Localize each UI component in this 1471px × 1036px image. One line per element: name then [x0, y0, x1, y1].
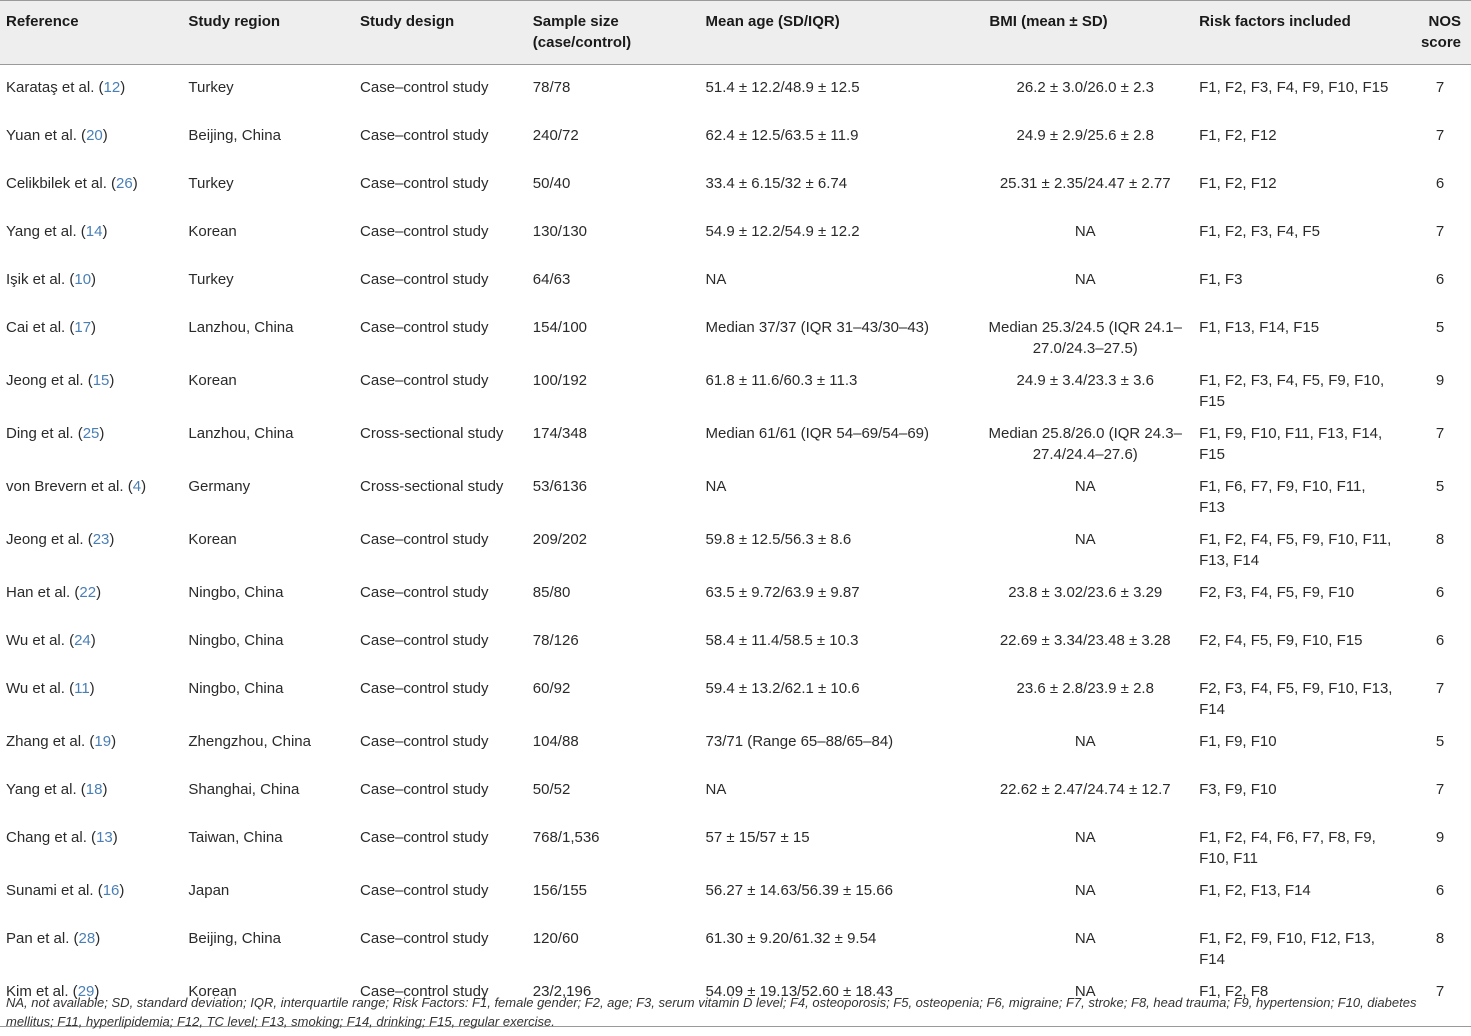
- cell-nos-score: 9: [1435, 372, 1445, 389]
- cell-bmi: 22.62 ± 2.47/24.74 ± 12.7: [999, 781, 1171, 798]
- cell-bmi: NA: [1074, 531, 1096, 548]
- cell-sample-size: 50/52: [532, 781, 571, 798]
- cell-risk-factors: F2, F3, F4, F5, F9, F10, F13, F14: [1199, 680, 1393, 718]
- cell-mean-age: 33.4 ± 6.15/32 ± 6.74: [705, 175, 848, 192]
- cell-nos-score: 7: [1435, 79, 1445, 96]
- cell-nos-score: 7: [1435, 425, 1445, 442]
- header-bmi: BMI (mean ± SD): [977, 1, 1193, 65]
- cell-risk-factors: F1, F2, F9, F10, F12, F13, F14: [1199, 930, 1375, 968]
- header-reference: Reference: [0, 1, 182, 65]
- reference-close-paren: ): [111, 733, 117, 750]
- cell-sample-size: 768/1,536: [532, 829, 600, 846]
- cell-mean-age: 61.8 ± 11.6/60.3 ± 11.3: [705, 372, 858, 389]
- reference-author: Zhang et al. (: [6, 733, 95, 750]
- reference-author: Jeong et al. (: [6, 531, 93, 548]
- cell-mean-age: 59.8 ± 12.5/56.3 ± 8.6: [705, 531, 852, 548]
- reference-citation-link[interactable]: 25: [82, 425, 100, 442]
- reference-close-paren: ): [95, 930, 101, 947]
- cell-bmi: 22.69 ± 3.34/23.48 ± 3.28: [999, 632, 1171, 649]
- cell-study-region: Ningbo, China: [188, 680, 284, 697]
- cell-sample-size: 64/63: [532, 271, 571, 288]
- cell-bmi: 23.8 ± 3.02/23.6 ± 3.29: [1008, 584, 1163, 601]
- reference-close-paren: ): [102, 127, 108, 144]
- header-sample-size: Sample size (case/control): [527, 1, 700, 65]
- header-risk-factors: Risk factors included: [1193, 1, 1401, 65]
- table-row: [0, 465, 1471, 518]
- reference-close-paren: ): [96, 584, 102, 601]
- reference-citation-link[interactable]: 12: [103, 79, 121, 96]
- table-row: [0, 65, 1471, 115]
- cell-study-region: Lanzhou, China: [188, 319, 294, 336]
- reference-close-paren: ): [132, 175, 138, 192]
- cell-study-design: Case–control study: [360, 680, 489, 697]
- cell-mean-age: NA: [705, 271, 727, 288]
- cell-risk-factors: F1, F6, F7, F9, F10, F11, F13: [1199, 478, 1366, 516]
- cell-study-design: Case–control study: [360, 733, 489, 750]
- cell-mean-age: Median 37/37 (IQR 31–43/30–43): [705, 319, 929, 336]
- cell-sample-size: 156/155: [532, 882, 588, 899]
- cell-reference: [0, 412, 182, 465]
- reference-close-paren: ): [91, 271, 97, 288]
- table-row: [0, 258, 1471, 306]
- cell-risk-factors: F3, F9, F10: [1199, 781, 1277, 798]
- cell-study-design: Cross-sectional study: [360, 478, 504, 495]
- reference-close-paren: ): [141, 478, 147, 495]
- cell-study-design: Case–control study: [360, 531, 489, 548]
- reference-citation-link[interactable]: 26: [116, 175, 133, 192]
- cell-bmi: NA: [1074, 882, 1096, 899]
- cell-study-design: Case–control study: [360, 271, 489, 288]
- cell-study-design: Case–control study: [360, 829, 489, 846]
- reference-citation-link[interactable]: 10: [74, 271, 92, 288]
- cell-risk-factors: F1, F2, F8: [1193, 970, 1401, 1027]
- table-row: [0, 667, 1471, 720]
- cell-sample-size: 209/202: [532, 531, 588, 548]
- reference-citation-link[interactable]: 13: [96, 829, 113, 846]
- cell-study-region: Korean: [182, 970, 354, 1027]
- cell-study-design: Case–control study: [360, 319, 489, 336]
- reference-author: Wu et al. (: [6, 632, 75, 649]
- cell-sample-size: 104/88: [532, 733, 579, 750]
- reference-citation-link[interactable]: 18: [85, 781, 103, 798]
- table-row: [0, 917, 1471, 970]
- cell-risk-factors: F1, F2, F3, F4, F9, F10, F15: [1199, 79, 1389, 96]
- cell-risk-factors: F1, F2, F12: [1199, 127, 1277, 144]
- cell-risk-factors: F1, F2, F13, F14: [1199, 882, 1311, 899]
- cell-mean-age: 73/71 (Range 65–88/65–84): [705, 733, 894, 750]
- reference-close-paren: ): [120, 79, 126, 96]
- cell-risk-factors: F1, F2, F4, F5, F9, F10, F11, F13, F14: [1199, 531, 1392, 569]
- cell-risk-factors: F2, F4, F5, F9, F10, F15: [1199, 632, 1363, 649]
- cell-reference: [0, 465, 182, 518]
- cell-mean-age: 54.09 ± 19.13/52.60 ± 18.43: [700, 970, 978, 1027]
- cell-reference: [0, 258, 182, 306]
- cell-study-region: Turkey: [188, 175, 234, 192]
- cell-reference: [0, 917, 182, 970]
- table-row: [0, 359, 1471, 412]
- reference-author: Yang et al. (: [6, 223, 86, 240]
- reference-author: Yuan et al. (: [6, 127, 87, 144]
- cell-study-design: Case–control study: [360, 175, 489, 192]
- table-row: [0, 518, 1471, 571]
- table-row: [0, 412, 1471, 465]
- cell-nos-score: 8: [1435, 531, 1445, 548]
- reference-close-paren: ): [90, 632, 96, 649]
- cell-sample-size: 50/40: [532, 175, 571, 192]
- reference-author: Pan et al. (: [6, 930, 79, 947]
- header-study-region: Study region: [182, 1, 354, 65]
- cell-nos-score: 7: [1435, 223, 1445, 240]
- cell-study-region: Korean: [188, 372, 237, 389]
- reference-author: Işik et al. (: [6, 271, 75, 288]
- cell-sample-size: 100/192: [532, 372, 588, 389]
- table-row: [0, 768, 1471, 816]
- cell-mean-age: 61.30 ± 9.20/61.32 ± 9.54: [705, 930, 877, 947]
- cell-bmi: NA: [1074, 829, 1096, 846]
- cell-study-region: Turkey: [188, 271, 234, 288]
- cell-sample-size: 154/100: [532, 319, 588, 336]
- cell-bmi: NA: [1074, 478, 1096, 495]
- reference-author: Sunami et al. (: [6, 882, 103, 899]
- cell-sample-size: 85/80: [532, 584, 571, 601]
- header-nos-score: NOS score: [1401, 1, 1471, 65]
- cell-study-region: Korean: [188, 531, 237, 548]
- cell-nos-score: 5: [1435, 478, 1445, 495]
- cell-sample-size: 53/6136: [532, 478, 588, 495]
- cell-sample-size: 78/126: [532, 632, 579, 649]
- table-row: [0, 210, 1471, 258]
- table-row: [0, 720, 1471, 768]
- cell-risk-factors: F1, F9, F10, F11, F13, F14, F15: [1199, 425, 1383, 463]
- cell-study-design: Case–control study: [360, 882, 489, 899]
- cell-reference: [0, 518, 182, 571]
- cell-risk-factors: F1, F2, F3, F4, F5: [1199, 223, 1320, 240]
- cell-bmi: 24.9 ± 3.4/23.3 ± 3.6: [1016, 372, 1154, 389]
- cell-sample-size: 120/60: [532, 930, 579, 947]
- table-row: [0, 619, 1471, 667]
- cell-study-region: Korean: [188, 223, 237, 240]
- cell-risk-factors: F1, F2, F4, F6, F7, F8, F9, F10, F11: [1199, 829, 1376, 867]
- reference-close-paren: ): [109, 372, 115, 389]
- reference-close-paren: ): [91, 319, 97, 336]
- cell-reference: [0, 306, 182, 359]
- cell-sample-size: 174/348: [532, 425, 588, 442]
- cell-mean-age: 63.5 ± 9.72/63.9 ± 9.87: [705, 584, 860, 601]
- table-footnote: NA, not available; SD, standard deviation; IQR, interquartile range; Risk Factors: F1, female gender; F2, age; F3, serum vitamin D level; F4, osteoporosis; F5, osteopenia; F6, migraine; F7, stroke; F8, head trauma; F9, hypertension; F10, diabetes mellitus; F11, hyperlipidemia; F12, TC level; F13, smoking; F14, drinking; F15, regular exercise.: [6, 995, 1417, 1029]
- reference-citation-link[interactable]: 15: [92, 372, 110, 389]
- cell-reference: [0, 162, 182, 210]
- reference-author: Ding et al. (: [6, 425, 83, 442]
- cell-reference: [0, 114, 182, 162]
- cell-study-design: Case–control study: [360, 223, 489, 240]
- cell-bmi: NA: [1074, 733, 1096, 750]
- cell-bmi: NA: [1074, 271, 1096, 288]
- cell-risk-factors: F1, F2, F12: [1199, 175, 1277, 192]
- table-row: [0, 816, 1471, 869]
- cell-risk-factors: F1, F13, F14, F15: [1199, 319, 1320, 336]
- reference-citation-link[interactable]: 4: [132, 478, 142, 495]
- cell-nos-score: 6: [1435, 175, 1445, 192]
- cell-nos-score: 6: [1435, 584, 1445, 601]
- cell-study-region: Ningbo, China: [188, 632, 284, 649]
- table-row: [0, 571, 1471, 619]
- cell-bmi: NA: [1074, 930, 1096, 947]
- cell-mean-age: 58.4 ± 11.4/58.5 ± 10.3: [705, 632, 859, 649]
- cell-reference: [0, 210, 182, 258]
- cell-study-region: Shanghai, China: [188, 781, 300, 798]
- reference-close-paren: ): [119, 882, 125, 899]
- cell-risk-factors: F1, F9, F10: [1199, 733, 1277, 750]
- header-study-design: Study design: [354, 1, 527, 65]
- reference-author: Han et al. (: [6, 584, 80, 601]
- reference-citation-link[interactable]: 28: [78, 930, 96, 947]
- table-row: [0, 306, 1471, 359]
- cell-reference: [0, 619, 182, 667]
- cell-nos-score: 6: [1435, 882, 1445, 899]
- cell-reference: [0, 571, 182, 619]
- reference-citation-link[interactable]: 16: [102, 882, 120, 899]
- cell-reference: [0, 65, 182, 115]
- reference-close-paren: ): [109, 531, 115, 548]
- reference-author: Karataş et al. (: [6, 79, 104, 96]
- cell-nos-score: 8: [1435, 930, 1445, 947]
- cell-reference: [0, 720, 182, 768]
- cell-nos-score: 6: [1435, 271, 1445, 288]
- reference-author: Kim et al. (: [6, 983, 78, 1000]
- cell-bmi: 25.31 ± 2.35/24.47 ± 2.77: [999, 175, 1171, 192]
- reference-author: Celikbilek et al. (: [6, 175, 117, 192]
- cell-study-region: Japan: [188, 882, 230, 899]
- cell-bmi: NA: [977, 970, 1193, 1027]
- cell-sample-size: 130/130: [532, 223, 588, 240]
- table-row: [0, 869, 1471, 917]
- cell-mean-age: 54.9 ± 12.2/54.9 ± 12.2: [705, 223, 860, 240]
- reference-citation-link[interactable]: 29: [77, 983, 95, 1000]
- cell-risk-factors: F1, F3: [1199, 271, 1243, 288]
- cell-mean-age: NA: [705, 781, 727, 798]
- cell-mean-age: 56.27 ± 14.63/56.39 ± 15.66: [705, 882, 893, 899]
- cell-study-region: Germany: [188, 478, 251, 495]
- cell-nos-score: 6: [1435, 632, 1445, 649]
- reference-citation-link[interactable]: 14: [85, 223, 103, 240]
- reference-citation-link[interactable]: 20: [86, 127, 103, 144]
- cell-bmi: 24.9 ± 2.9/25.6 ± 2.8: [1016, 127, 1154, 144]
- cell-bmi: Median 25.8/26.0 (IQR 24.3–27.4/24.4–27.6): [988, 425, 1182, 463]
- cell-sample-size: 23/2,196: [527, 970, 700, 1027]
- reference-author: Chang et al. (: [6, 829, 97, 846]
- table-row: [0, 114, 1471, 162]
- cell-study-region: Beijing, China: [188, 127, 281, 144]
- reference-author: Jeong et al. (: [6, 372, 93, 389]
- cell-bmi: 23.6 ± 2.8/23.9 ± 2.8: [1016, 680, 1154, 697]
- table-body: [0, 65, 1471, 1027]
- cell-mean-age: 51.4 ± 12.2/48.9 ± 12.5: [705, 79, 860, 96]
- cell-mean-age: 59.4 ± 13.2/62.1 ± 10.6: [705, 680, 860, 697]
- cell-nos-score: 5: [1435, 733, 1445, 750]
- cell-risk-factors: F2, F3, F4, F5, F9, F10: [1199, 584, 1355, 601]
- cell-reference: [0, 359, 182, 412]
- reference-citation-link[interactable]: 23: [92, 531, 110, 548]
- cell-nos-score: 7: [1435, 680, 1445, 697]
- cell-sample-size: 240/72: [532, 127, 579, 144]
- cell-study-region: Ningbo, China: [188, 584, 284, 601]
- cell-study-design: Case–control study: [360, 79, 489, 96]
- reference-close-paren: ): [102, 223, 108, 240]
- cell-mean-age: 62.4 ± 12.5/63.5 ± 11.9: [705, 127, 859, 144]
- reference-citation-link[interactable]: 22: [79, 584, 97, 601]
- cell-study-design: Case–control study: [360, 372, 489, 389]
- table-row: [0, 162, 1471, 210]
- cell-mean-age: NA: [705, 478, 727, 495]
- reference-close-paren: ): [102, 781, 108, 798]
- reference-author: Wu et al. (: [6, 680, 75, 697]
- cell-study-region: Beijing, China: [188, 930, 281, 947]
- reference-author: Cai et al. (: [6, 319, 75, 336]
- cell-nos-score: 7: [1435, 781, 1445, 798]
- reference-citation-link[interactable]: 17: [74, 319, 92, 336]
- cell-study-design: Case–control study: [354, 970, 527, 1027]
- cell-nos-score: 5: [1435, 319, 1445, 336]
- reference-citation-link[interactable]: 11: [74, 680, 90, 697]
- cell-study-region: Lanzhou, China: [188, 425, 294, 442]
- cell-study-design: Case–control study: [360, 781, 489, 798]
- cell-study-design: Case–control study: [360, 584, 489, 601]
- cell-nos-score: 7: [1401, 970, 1471, 1027]
- cell-study-design: Case–control study: [360, 127, 489, 144]
- cell-bmi: 26.2 ± 3.0/26.0 ± 2.3: [1016, 79, 1154, 96]
- table-header: [0, 1, 1471, 65]
- cell-risk-factors: F1, F2, F3, F4, F5, F9, F10, F15: [1199, 372, 1385, 410]
- header-mean-age: Mean age (SD/IQR): [700, 1, 978, 65]
- reference-author: Yang et al. (: [6, 781, 86, 798]
- reference-close-paren: ): [89, 680, 95, 697]
- cell-study-design: Case–control study: [360, 930, 489, 947]
- cell-sample-size: 60/92: [532, 680, 571, 697]
- reference-close-paren: ): [94, 983, 100, 1000]
- cell-study-region: Taiwan, China: [188, 829, 283, 846]
- reference-close-paren: ): [112, 829, 118, 846]
- cell-sample-size: 78/78: [532, 79, 571, 96]
- cell-bmi: NA: [1074, 223, 1096, 240]
- cell-study-design: Case–control study: [360, 632, 489, 649]
- reference-citation-link[interactable]: 24: [74, 632, 91, 649]
- cell-bmi: Median 25.3/24.5 (IQR 24.1–27.0/24.3–27.5): [988, 319, 1182, 357]
- reference-close-paren: ): [99, 425, 105, 442]
- cell-reference: [0, 816, 182, 869]
- cell-mean-age: Median 61/61 (IQR 54–69/54–69): [705, 425, 929, 442]
- cell-mean-age: 57 ± 15/57 ± 15: [705, 829, 810, 846]
- cell-nos-score: 9: [1435, 829, 1445, 846]
- reference-citation-link[interactable]: 19: [94, 733, 112, 750]
- cell-nos-score: 7: [1435, 127, 1445, 144]
- cell-reference: [0, 768, 182, 816]
- cell-reference: [0, 869, 182, 917]
- cell-study-design: Cross-sectional study: [360, 425, 504, 442]
- reference-author: von Brevern et al. (: [6, 478, 133, 495]
- cell-study-region: Zhengzhou, China: [188, 733, 311, 750]
- cell-study-region: Turkey: [188, 79, 234, 96]
- cell-reference: [0, 667, 182, 720]
- header-row: [0, 1, 1471, 65]
